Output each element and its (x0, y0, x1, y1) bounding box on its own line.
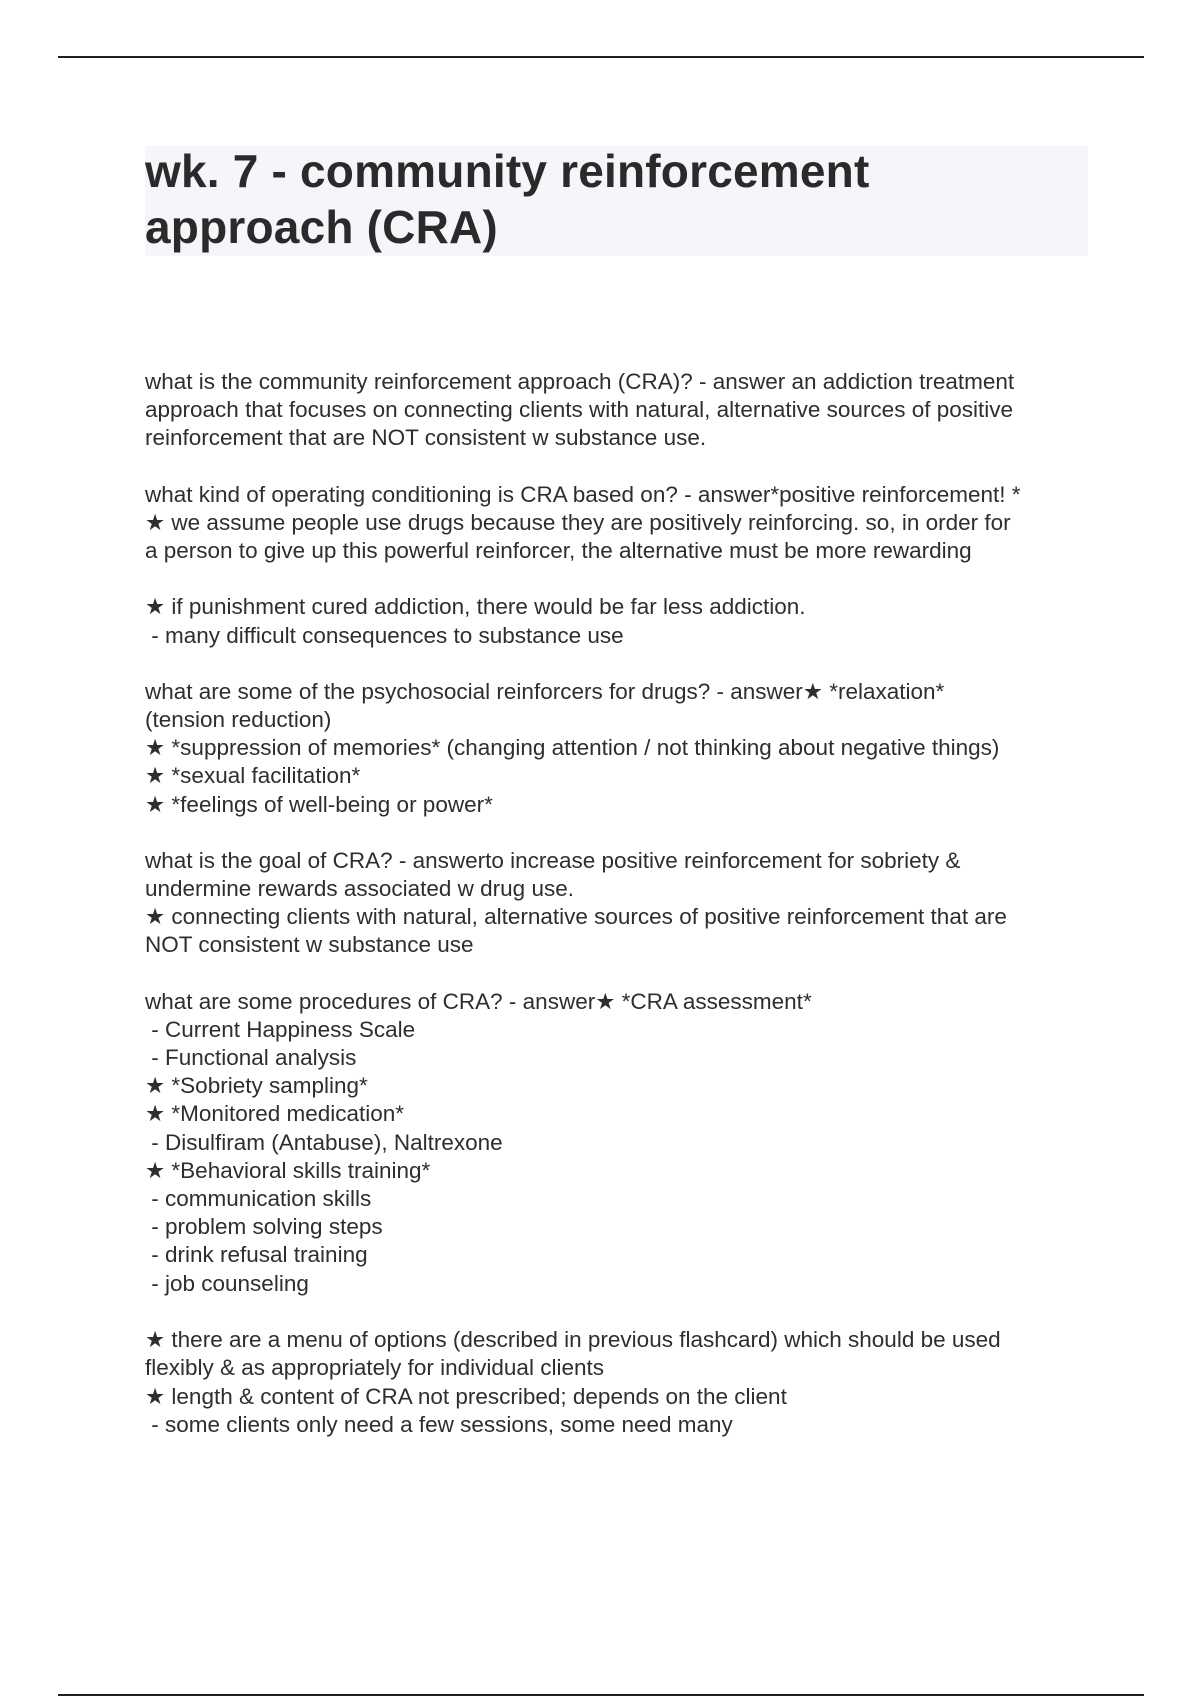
title-line: approach (CRA) (145, 201, 498, 253)
flashcard-line: approach that focuses on connecting clients with natural, alternative sources of positive (145, 397, 1013, 423)
flashcard-line: NOT consistent w substance use (145, 932, 474, 958)
blank-line (145, 1298, 1095, 1326)
page-title (145, 143, 1088, 255)
title-line: wk. 7 - community reinforcement (145, 145, 870, 197)
flashcard-list (145, 368, 1095, 1467)
flashcard-line: - job counseling (145, 1270, 309, 1296)
flashcard-line: - many difficult consequences to substance use (145, 622, 624, 648)
flashcard-line: - some clients only need a few sessions, some need many (145, 1411, 733, 1437)
flashcard (145, 481, 1095, 650)
flashcard-line: ★ length & content of CRA not prescribed; depends on the client (145, 1383, 787, 1409)
flashcard-line: ★ connecting clients with natural, alternative sources of positive reinforcement that are (145, 904, 1007, 930)
flashcard-line: - communication skills (145, 1186, 372, 1212)
flashcard (145, 988, 1095, 1439)
flashcard-line: ★ if punishment cured addiction, there would be far less addiction. (145, 594, 806, 620)
flashcard-line: ★ *sexual facilitation* (145, 763, 361, 789)
flashcard-line: what is the community reinforcement approach (CRA)? - answer an addiction treatment (145, 369, 1015, 394)
flashcard-line: ★ *Sobriety sampling* (145, 1073, 368, 1099)
flashcard-line: - problem solving steps (145, 1214, 383, 1240)
flashcard-line: ★ *feelings of well-being or power* (145, 791, 493, 817)
flashcard-line: undermine rewards associated w drug use. (145, 876, 574, 902)
flashcard-line: a person to give up this powerful reinforcer, the alternative must be more rewarding (145, 538, 972, 564)
flashcard-line: ★ *Behavioral skills training* (145, 1157, 431, 1183)
flashcard-line: - Current Happiness Scale (145, 1016, 416, 1042)
flashcard-line: flexibly & as appropriately for individual clients (145, 1355, 604, 1381)
flashcard-line: what are some of the psychosocial reinforcers for drugs? - answer★ *relaxation* (145, 678, 945, 704)
flashcard (145, 847, 1095, 960)
flashcard-line: ★ we assume people use drugs because they are positively reinforcing. so, in order for (145, 509, 1011, 535)
flashcard-line: what is the goal of CRA? - answerto increase positive reinforcement for sobriety & (145, 847, 961, 873)
top-divider (58, 56, 1144, 58)
flashcard-line: ★ *suppression of memories* (changing attention / not thinking about negative things) (145, 735, 1000, 761)
flashcard-line: ★ there are a menu of options (described in previous flashcard) which should be used (145, 1327, 1001, 1353)
flashcard-line: - Disulfiram (Antabuse), Naltrexone (145, 1129, 503, 1155)
flashcard-line: what are some procedures of CRA? - answer★ *CRA assessment* (145, 988, 812, 1014)
flashcard-line: reinforcement that are NOT consistent w substance use. (145, 425, 707, 451)
flashcard-line: - Functional analysis (145, 1045, 357, 1071)
flashcard-line: (tension reduction) (145, 707, 332, 733)
flashcard (145, 368, 1095, 453)
flashcard (145, 678, 1095, 819)
bottom-divider (58, 1694, 1144, 1696)
flashcard-line: ★ *Monitored medication* (145, 1101, 405, 1127)
flashcard-line: - drink refusal training (145, 1242, 368, 1268)
flashcard-line: what kind of operating conditioning is CRA based on? - answer*positive reinforcement! * (145, 481, 1021, 507)
blank-line (145, 565, 1095, 593)
